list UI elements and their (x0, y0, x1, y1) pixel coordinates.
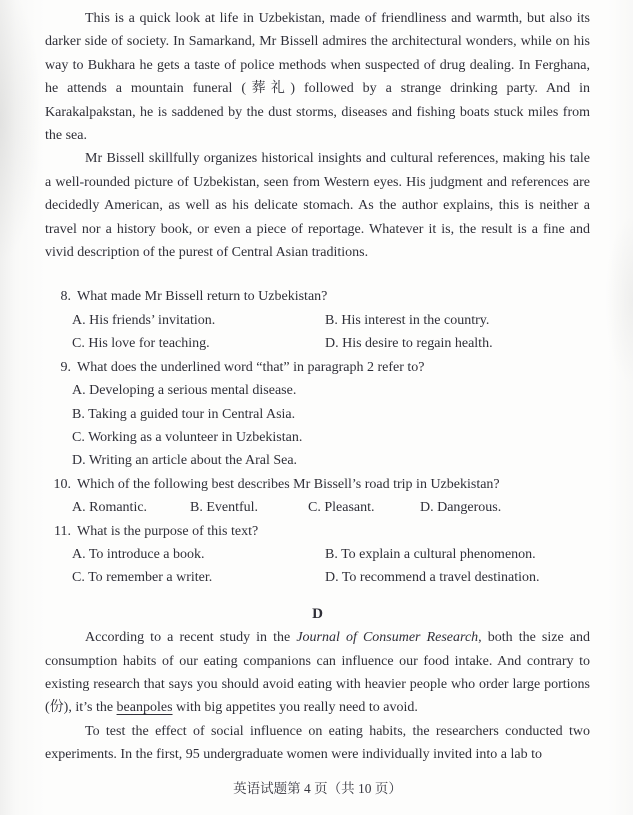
passage-paragraph-2: Mr Bissell skillfully organizes historical insights and cultural references, making his tale a well-rounded picture of Uzbekistan, seen from Western eyes. His judgment and references are decidedly American, as well as his delicate stomach. As the author explains, this is neither a travel nor a history book, or even a piece of reportage. Whatever it is, the result is a fine and vivid description of the purest of Central Asian traditions. (45, 151, 590, 261)
page-footer: 英语试题第 4 页（共 10 页） (233, 780, 402, 796)
section-d-paragraph-2: To test the effect of social influence on eating habits, the researchers conducted two experiments. In the first, 95 undergraduate women were individually invited into a lab to (45, 723, 590, 763)
question-9-number: 9. (60, 359, 71, 375)
passage-paragraph-1: This is a quick look at life in Uzbekistan, made of friendliness and warmth, but also its darker side of society. In Samarkand, Mr Bissell admires the architectural wonders, while on his way to Bukhara he gets a taste of police methods when suspected of drug dealing. In Ferghana, he attends a mountain funeral (葬礼) followed by a strange drinking party. And in Karakalpakstan, he is saddened by the dust storms, diseases and fishing boats stuck miles from the sea. (45, 11, 590, 144)
question-9-option-a: A. Developing a serious mental disease. (72, 383, 297, 399)
question-8-number: 8. (60, 289, 71, 305)
question-9-text: What does the underlined word “that” in paragraph 2 refer to? (77, 359, 425, 375)
question-11 (45, 520, 590, 590)
question-11-option-c: C. To remember a writer. (72, 570, 213, 586)
question-10-option-d: D. Dangerous. (420, 500, 502, 516)
question-10-option-a: A. Romantic. (72, 500, 148, 516)
question-9-option-d: D. Writing an article about the Aral Sea. (72, 453, 298, 469)
question-10-number: 10. (53, 476, 71, 492)
question-9-option-c: C. Working as a volunteer in Uzbekistan. (72, 429, 303, 445)
question-11-text: What is the purpose of this text? (77, 523, 259, 539)
section-d-heading: D (312, 605, 323, 622)
question-8-option-b: B. His interest in the country. (325, 312, 490, 328)
question-8 (45, 285, 590, 355)
question-8-option-d: D. His desire to regain health. (325, 336, 493, 352)
question-list (45, 285, 590, 589)
question-9 (45, 356, 590, 473)
question-9-option-b: B. Taking a guided tour in Central Asia. (72, 406, 296, 422)
question-10 (45, 473, 590, 520)
question-10-option-b: B. Eventful. (190, 500, 259, 516)
question-8-option-c: C. His love for teaching. (72, 336, 210, 352)
question-11-option-a: A. To introduce a book. (72, 546, 205, 562)
question-11-option-b: B. To explain a cultural phenomenon. (325, 546, 536, 562)
question-8-option-a: A. His friends’ invitation. (72, 312, 216, 328)
section-d-paragraph-1: According to a recent study in the Journal of Consumer Research, both the size and consumption habits of our eating companions can influence our food intake. And contrary to existing research that says you should avoid eating with heavier people who order large portions (份), it’s the beanpoles with big appetites you really need to avoid. (45, 630, 590, 716)
question-11-option-d: D. To recommend a travel destination. (325, 570, 540, 586)
question-8-text: What made Mr Bissell return to Uzbekistan? (77, 289, 328, 305)
question-11-number: 11. (54, 523, 71, 539)
question-10-option-c: C. Pleasant. (308, 500, 375, 516)
question-10-text: Which of the following best describes Mr Bissell’s road trip in Uzbekistan? (77, 476, 500, 492)
